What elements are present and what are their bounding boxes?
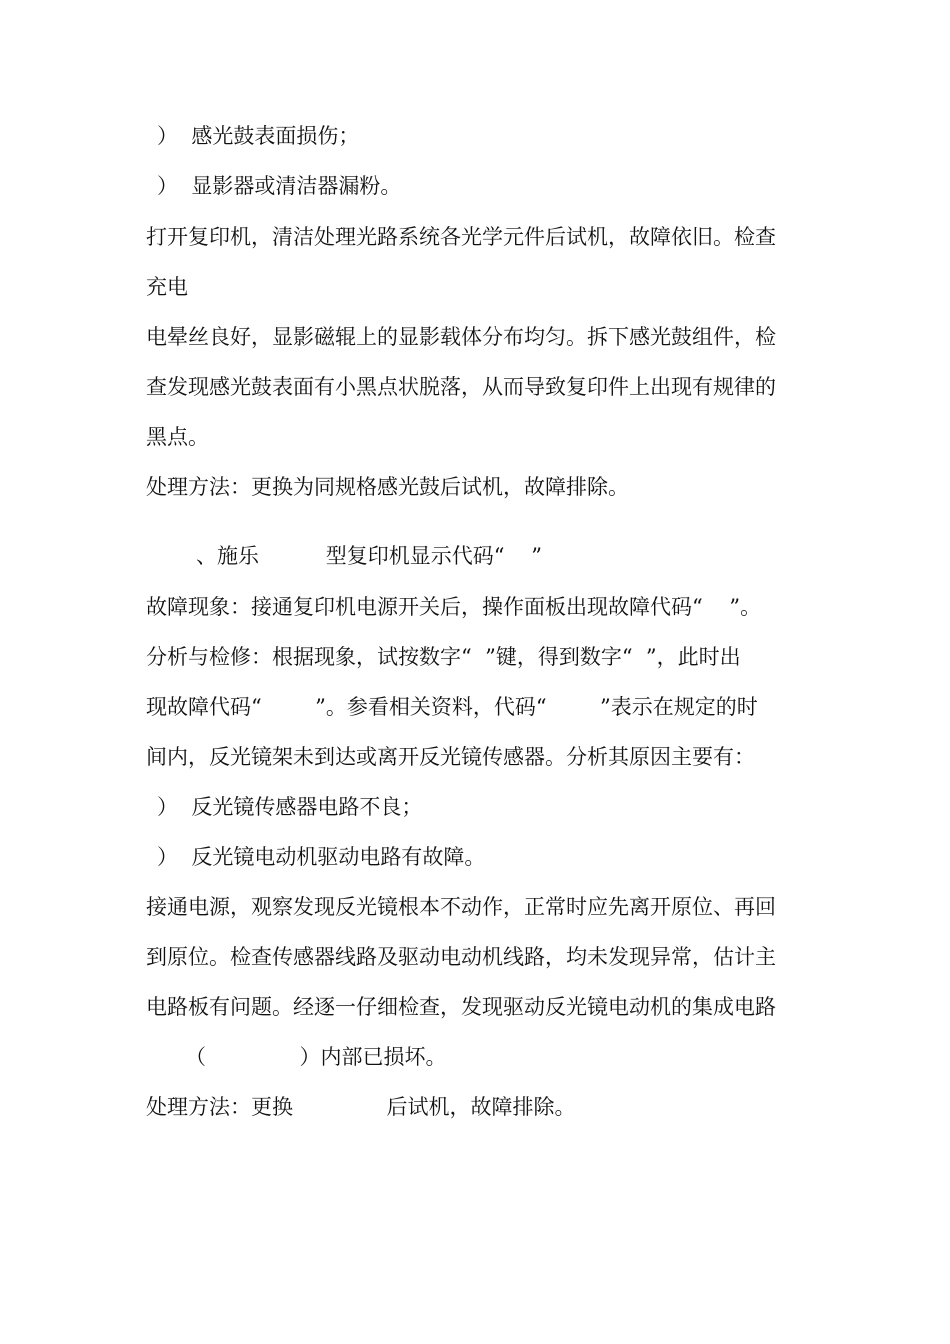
paragraph-inspection-line-3: 电晕丝良好，显影磁辊上的显影载体分布均匀。拆下感光鼓组件，检 [146, 325, 776, 349]
analysis-line-1: 分析与检修：根据现象，试按数字“ ”键，得到数字“ ”，此时出 [146, 645, 741, 669]
paragraph-inspection-line-1: 打开复印机，清洁处理光路系统各光学元件后试机，故障依旧。检查 [146, 225, 776, 249]
paragraph-check-line-4: （ ）内部已损坏。 [185, 1045, 447, 1069]
solution-drum: 处理方法：更换为同规格感光鼓后试机，故障排除。 [146, 475, 629, 499]
section-heading-xerox: 、施乐 型复印机显示代码“ ” [196, 544, 542, 568]
list-item-motor-drive: ） 反光镜电动机驱动电路有故障。 [157, 845, 486, 869]
list-item-drum-damage: ） 感光鼓表面损伤； [157, 124, 360, 148]
paragraph-check-line-3: 电路板有问题。经逐一仔细检查，发现驱动反光镜电动机的集成电路 [146, 995, 776, 1019]
paragraph-check-line-1: 接通电源，观察发现反光镜根本不动作，正常时应先离开原位、再回 [146, 895, 776, 919]
fault-symptom: 故障现象：接通复印机电源开关后，操作面板出现故障代码“ ”。 [146, 595, 762, 619]
analysis-line-3: 间内，反光镜架未到达或离开反光镜传感器。分析其原因主要有： [146, 745, 755, 769]
analysis-line-2: 现故障代码“ ”。参看相关资料，代码“ ”表示在规定的时 [146, 695, 758, 719]
paragraph-inspection-line-4: 查发现感光鼓表面有小黑点状脱落，从而导致复印件上出现有规律的 [146, 375, 776, 399]
paragraph-check-line-2: 到原位。检查传感器线路及驱动电动机线路，均未发现异常，估计主 [146, 945, 776, 969]
solution-ic: 处理方法：更换 后试机，故障排除。 [146, 1095, 576, 1119]
list-item-sensor-circuit: ） 反光镜传感器电路不良； [157, 795, 423, 819]
list-item-developer-leak: ） 显影器或清洁器漏粉。 [157, 174, 402, 198]
paragraph-inspection-line-2: 充电 [146, 275, 188, 299]
paragraph-inspection-line-5: 黑点。 [146, 425, 209, 449]
